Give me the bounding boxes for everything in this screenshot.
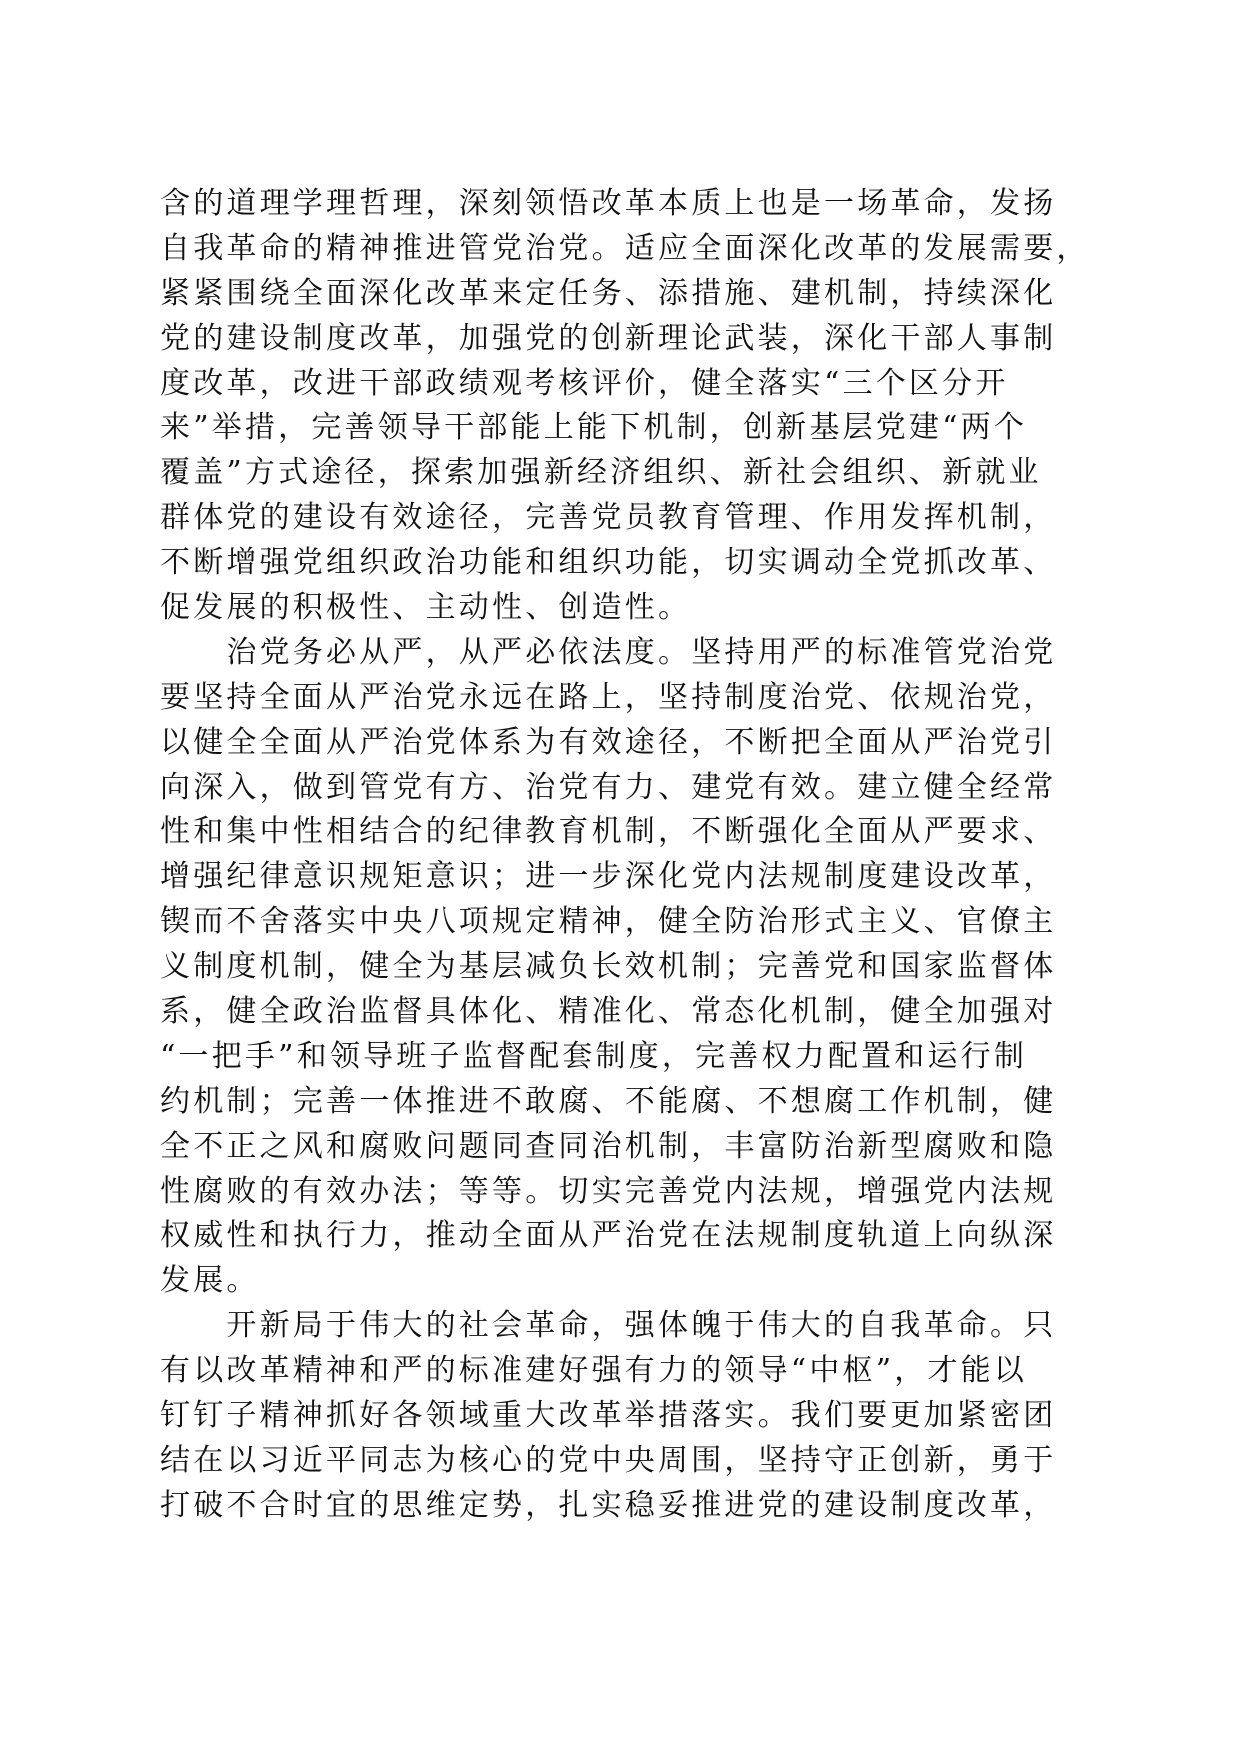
text-line: 有以改革精神和严的标准建好强有力的领导“中枢”，才能以	[160, 1353, 1028, 1389]
paragraph-start-line: 开新局于伟大的社会革命，强体魄于伟大的自我革命。只	[160, 1308, 1057, 1344]
text-line: 系，健全政治监督具体化、精准化、常态化机制，健全加强对	[160, 994, 1057, 1030]
text-line: 度改革，改进干部政绩观考核评价，健全落实“三个区分开	[160, 365, 1009, 401]
text-line: 向深入，做到管党有方、治党有力、建党有效。建立健全经常	[160, 769, 1057, 805]
text-line: 钉钉子精神抓好各领域重大改革举措落实。我们要更加紧密团	[160, 1398, 1057, 1434]
text-line: 发展。	[160, 1263, 260, 1299]
text-line: 性腐败的有效办法；等等。切实完善党内法规，增强党内法规	[160, 1173, 1057, 1209]
text-line: 权威性和执行力，推动全面从严治党在法规制度轨道上向纵深	[160, 1218, 1057, 1254]
body-text	[160, 182, 1090, 1529]
text-line: 以健全全面从严治党体系为有效途径，不断把全面从严治党引	[160, 724, 1057, 760]
text-line: 党的建设制度改革，加强党的创新理论武装，深化干部人事制	[160, 320, 1057, 356]
text-line: 锲而不舍落实中央八项规定精神，健全防治形式主义、官僚主	[160, 904, 1057, 940]
text-line: 来”举措，完善领导干部能上能下机制，创新基层党建“两个	[160, 410, 1028, 446]
text-line: 全不正之风和腐败问题同查同治机制，丰富防治新型腐败和隐	[160, 1128, 1057, 1164]
text-line: 约机制；完善一体推进不敢腐、不能腐、不想腐工作机制，健	[160, 1083, 1057, 1119]
text-line: 结在以习近平同志为核心的党中央周围，坚持守正创新，勇于	[160, 1442, 1057, 1478]
text-line: 促发展的积极性、主动性、创造性。	[160, 590, 692, 626]
text-line: 不断增强党组织政治功能和组织功能，切实调动全党抓改革、	[160, 545, 1057, 581]
text-line: 自我革命的精神推进管党治党。适应全面深化改革的发展需要，	[160, 230, 1090, 266]
text-line: 群体党的建设有效途径，完善党员教育管理、作用发挥机制，	[160, 500, 1057, 536]
paragraph-start-line: 治党务必从严，从严必依法度。坚持用严的标准管党治党	[160, 634, 1057, 670]
text-line: “一把手”和领导班子监督配套制度，完善权力配置和运行制	[160, 1038, 1028, 1074]
text-line: 覆盖”方式途径，探索加强新经济组织、新社会组织、新就业	[160, 455, 1042, 491]
text-line: 增强纪律意识规矩意识；进一步深化党内法规制度建设改革，	[160, 859, 1057, 895]
text-line: 紧紧围绕全面深化改革来定任务、添措施、建机制，持续深化	[160, 275, 1057, 311]
text-line: 打破不合时宜的思维定势，扎实稳妥推进党的建设制度改革，	[160, 1487, 1057, 1523]
text-line: 义制度机制，健全为基层减负长效机制；完善党和国家监督体	[160, 949, 1057, 985]
text-line: 要坚持全面从严治党永远在路上，坚持制度治党、依规治党，	[160, 679, 1057, 715]
text-line: 性和集中性相结合的纪律教育机制，不断强化全面从严要求、	[160, 814, 1057, 850]
text-line: 含的道理学理哲理，深刻领悟改革本质上也是一场革命，发扬	[160, 186, 1057, 221]
